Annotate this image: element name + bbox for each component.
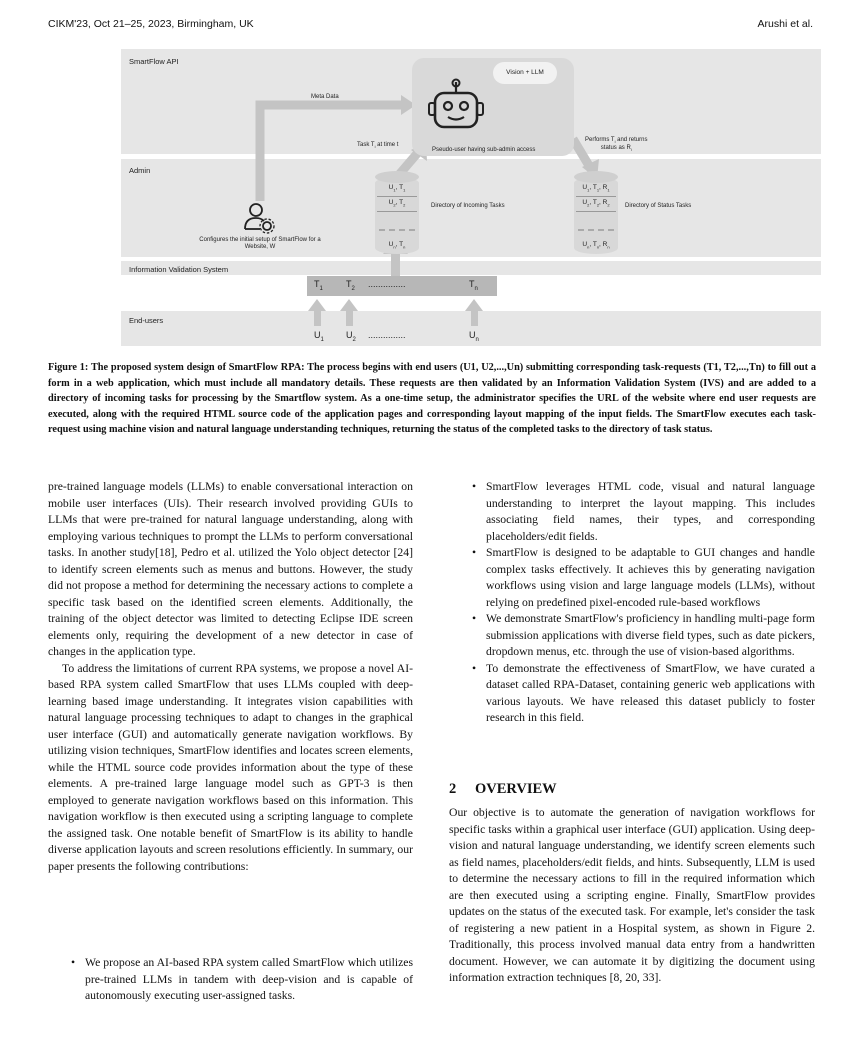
status-row-n: $U_n$, $T_n$, $R_n$ [582,241,610,250]
running-header-left: CIKM'23, Oct 21–25, 2023, Birmingham, UK [48,18,254,30]
status-row-2: $U_2$, $T_2$, $R_2$ [582,199,610,208]
performs-label: Performs $T_i$ and returns status as $R_i$ [585,137,648,152]
overview-paragraph: Our objective is to automate the generation of navigation workflows for specific tasks within a graphical user interface (GUI) application. Using deep-vision and natural language understanding, we identify screen elements such as field names, placeholders/edit fields, and hints. Subsequently, LLM is used to determine the necessary actions to fill in the required information which are then executed using a scripting engine. Finally, SmartFlow provides updates on the status of the executed task. For example, let's consider the task of registering a new patient in a Hospital system, as shown in Figure 2. Traditionally, this process involved manual data entry from a handwritten document. However, we can automate it by digitizing the document using information extraction techniques [8, 20, 33]. [449,806,815,984]
band-label-api: SmartFlow API [129,57,179,66]
task-1: $T_1$ [314,279,323,292]
contribution-bullet-3: • SmartFlow is designed to be adaptable to GUI changes and handle complex tasks effectively. It achieves this by generating navigation workflows using vision and large language models (LLMs), without relying on predefined pixel-encoded rule-based workflows [449,545,815,611]
running-header-right: Arushi et al. [757,18,813,30]
user-2: $U_2$ [346,330,356,343]
left-column [48,479,413,875]
user-1: $U_1$ [314,330,324,343]
pseudo-user-label: Pseudo-user having sub-admin access [432,147,536,153]
left-paragraph-1: pre-trained language models (LLMs) to enable conversational interaction on mobile user interfaces (UIs). Their research involved providing GUIs to LLMs that were pre-trained for natural language understanding, along with employing various techniques to prompt the LLMs to perform conversational tasks. In another study[18], Pedro et al. utilized the Yolo object detector [24] to identify screen elements such as menus and buttons. However, the study did not propose a method for determining the necessary actions to complete a specific task based on the identified screen elements. Additionally, the training of the object detector was limited to detecting Eclipse IDE screen elements only, requiring the development of a new detector in case of changes in the application type. [48,480,413,658]
left-column-bullets [48,955,413,1005]
task-n: $T_n$ [469,279,478,292]
right-column-bullets [449,479,815,727]
task-time-label: Task $T_i$ at time t [357,142,399,150]
status-tasks-cylinder [574,177,618,254]
left-paragraph-2: To address the limitations of current RPA systems, we propose a novel AI-based RPA system called SmartFlow that uses LLMs coupled with deep-learning based image understanding. It integrates vision capabilities with natural language processing techniques to adapt to changes in the graphical user interface (GUI) and automatically generate navigation workflows. By utilizing vision techniques, SmartFlow identifies and locates screen elements, while the HTML source code provides information about the type of these elements. A pre-trained large language model such as GPT-3 is then employed to generate navigation workflows based on this information. This navigation workflow is then executed using a scripting language to complete the assigned task. One notable benefit of SmartFlow is its ability to handle diverse application layouts and screen resolutions efficiently. In summary, our paper presents the following contributions: [48,661,413,873]
status-row-1: $U_1$, $T_1$, $R_1$ [582,184,610,193]
task-ellipsis: ............... [368,279,406,289]
section-title: OVERVIEW [475,781,557,797]
contribution-bullet-1: • We propose an AI-based RPA system called SmartFlow which utilizes pre-trained LLMs in tandem with deep-vision and is capable of autonomously executing user-assigned tasks. [48,955,413,1005]
admin-user-gear-icon [243,202,277,236]
user-n: $U_n$ [469,330,479,343]
band-label-endusers: End-users [129,316,164,325]
incoming-dir-label: Directory of Incoming Tasks [431,203,505,209]
incoming-row-1: $U_1$, $T_1$ [388,184,406,193]
task-2: $T_2$ [346,279,355,292]
incoming-row-n: $U_n$, $T_n$ [388,241,406,250]
robot-icon [426,78,486,142]
contribution-bullet-4: • We demonstrate SmartFlow's proficiency in handling multi-page form submission applications with diverse field types, such as date pickers, dropdown menus, etc. through the use of vision-based algorithms. [449,611,815,661]
contribution-bullet-5: • To demonstrate the effectiveness of SmartFlow, we have curated a dataset called RPA-Dataset, containing generic web applications with various layouts. We have released this dataset publicly to foster research in this field. [449,661,815,727]
incoming-tasks-cylinder [375,177,419,254]
band-label-ivs: Information Validation System [129,265,229,274]
figure-caption [48,360,816,438]
caption-label: Figure 1: [48,362,89,373]
caption-text: The proposed system design of SmartFlow RPA: The process begins with end users (U1, U2,...,Un) submitting corresponding task-requests (T1, T2,...,Tn) to fill out a form in a web application, which must include all mandatory details. These requests are then validated by an Information Validation System (IVS) and are added to a directory of incoming tasks for processing by the Smartflow system. As a one-time setup, the administrator specifies the URL of the website where end user requests are executed, along with the required HTML source code of the application pages and corresponding layout mapping of the input fields. The SmartFlow executes each task-request using machine vision and natural language understanding techniques, returning the status of the completed tasks to the directory of task status. [48,362,816,436]
overview-column [449,805,815,987]
meta-data-label: Meta Data [311,94,339,100]
vision-llm-bubble: Vision + LLM [493,62,557,84]
system-diagram [121,49,821,346]
band-label-admin: Admin [129,166,151,175]
contribution-bullet-2: • SmartFlow leverages HTML code, visual and natural language understanding to interpret the layout mapping. This includes associating field names, their types, and corresponding placeholders/edit fields. [449,479,815,545]
section-heading-overview [449,781,557,798]
user-ellipsis: ............... [368,330,406,340]
admin-config-text: Configures the initial setup of SmartFlow for a Website, W [199,237,321,250]
incoming-row-2: $U_2$, $T_2$ [388,199,406,208]
section-number: 2 [449,781,457,797]
status-dir-label: Directory of Status Tasks [625,203,692,209]
